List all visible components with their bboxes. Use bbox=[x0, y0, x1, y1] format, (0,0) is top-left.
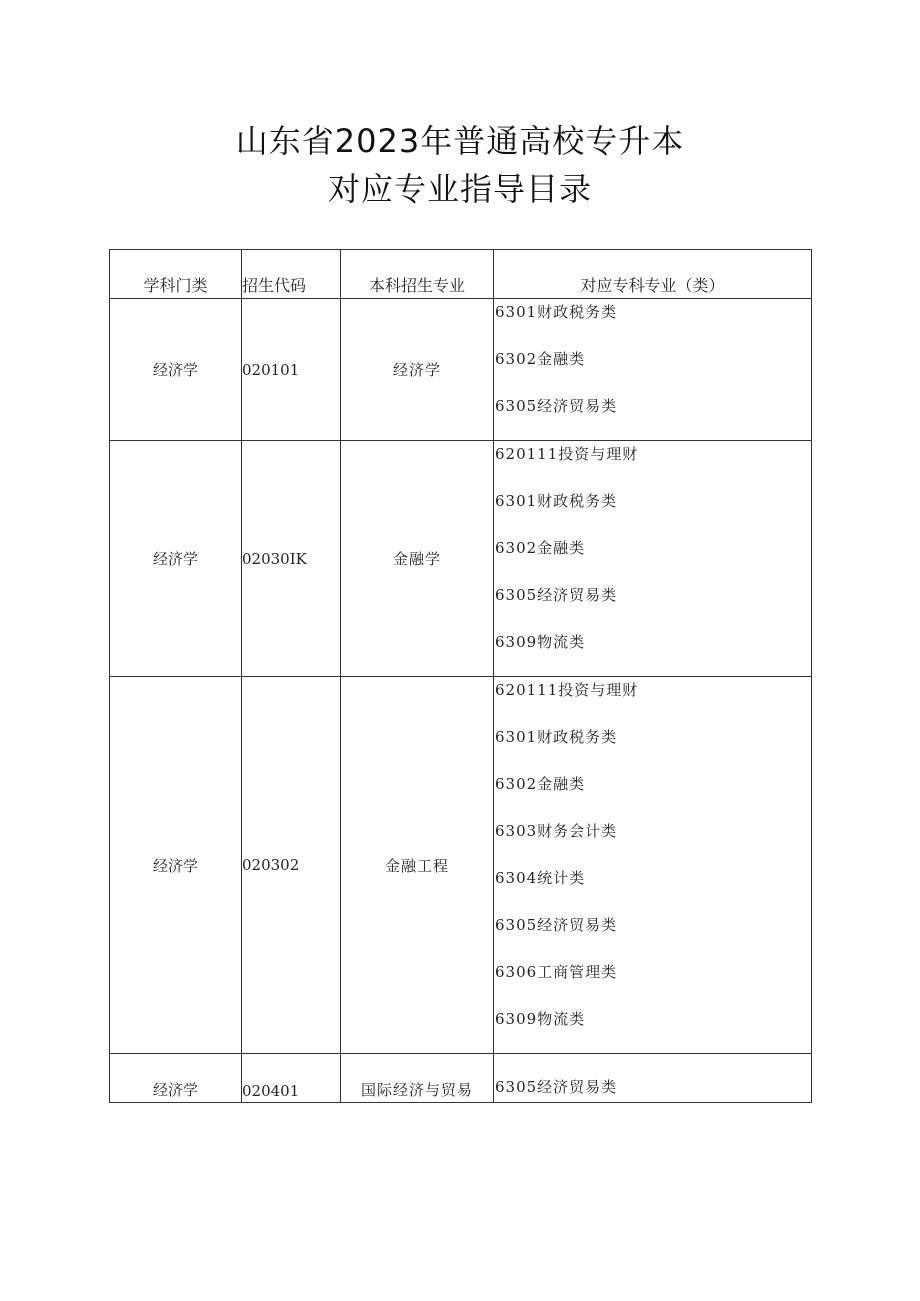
vocational-item: 6305经济贸易类 bbox=[495, 1078, 618, 1096]
major-cell: 经济学 bbox=[341, 299, 494, 441]
vocational-item: 6303财务会计类 bbox=[495, 822, 618, 840]
category-cell: 经济学 bbox=[110, 677, 242, 1054]
category-cell: 经济学 bbox=[110, 299, 242, 441]
code-cell: 02030IK bbox=[242, 441, 341, 677]
vocational-item: 620111投资与理财 bbox=[495, 445, 639, 463]
major-cell: 金融学 bbox=[341, 441, 494, 677]
major-cell: 金融工程 bbox=[341, 677, 494, 1054]
vocational-item: 6301财政税务类 bbox=[495, 492, 618, 510]
document-title: 山东省2023年普通高校专升本 bbox=[235, 122, 685, 160]
vocational-item: 6301财政税务类 bbox=[495, 728, 618, 746]
vocational-cell bbox=[494, 677, 812, 1054]
vocational-cell bbox=[494, 299, 812, 441]
vocational-item: 6304统计类 bbox=[495, 869, 586, 887]
vocational-item: 6305经济贸易类 bbox=[495, 916, 618, 934]
major-cell: 国际经济与贸易 bbox=[341, 1054, 494, 1103]
header-category: 学科门类 bbox=[110, 250, 242, 299]
code-cell: 020302 bbox=[242, 677, 341, 1054]
vocational-item: 6309物流类 bbox=[495, 1010, 586, 1028]
category-cell: 经济学 bbox=[110, 441, 242, 677]
vocational-item: 6306工商管理类 bbox=[495, 963, 618, 981]
vocational-item: 6305经济贸易类 bbox=[495, 586, 618, 604]
vocational-item: 620111投资与理财 bbox=[495, 681, 639, 699]
vocational-item: 6301财政税务类 bbox=[495, 303, 618, 321]
table-row bbox=[110, 1054, 812, 1103]
document-subtitle: 对应专业指导目录 bbox=[327, 170, 592, 208]
vocational-item: 6302金融类 bbox=[495, 539, 586, 557]
table-row bbox=[110, 677, 812, 1054]
header-major: 本科招生专业 bbox=[341, 250, 494, 299]
vocational-cell bbox=[494, 441, 812, 677]
vocational-item: 6305经济贸易类 bbox=[495, 397, 618, 415]
major-catalog-table bbox=[109, 249, 812, 1103]
vocational-item: 6302金融类 bbox=[495, 775, 586, 793]
vocational-cell bbox=[494, 1054, 812, 1103]
table-row bbox=[110, 441, 812, 677]
code-cell: 020401 bbox=[242, 1054, 341, 1103]
table-row bbox=[110, 299, 812, 441]
category-cell: 经济学 bbox=[110, 1054, 242, 1103]
vocational-item: 6302金融类 bbox=[495, 350, 586, 368]
code-cell: 020101 bbox=[242, 299, 341, 441]
table-header-row bbox=[110, 250, 812, 299]
header-vocational: 对应专科专业（类） bbox=[494, 250, 812, 299]
header-code: 招生代码 bbox=[242, 250, 341, 299]
vocational-item: 6309物流类 bbox=[495, 633, 586, 651]
